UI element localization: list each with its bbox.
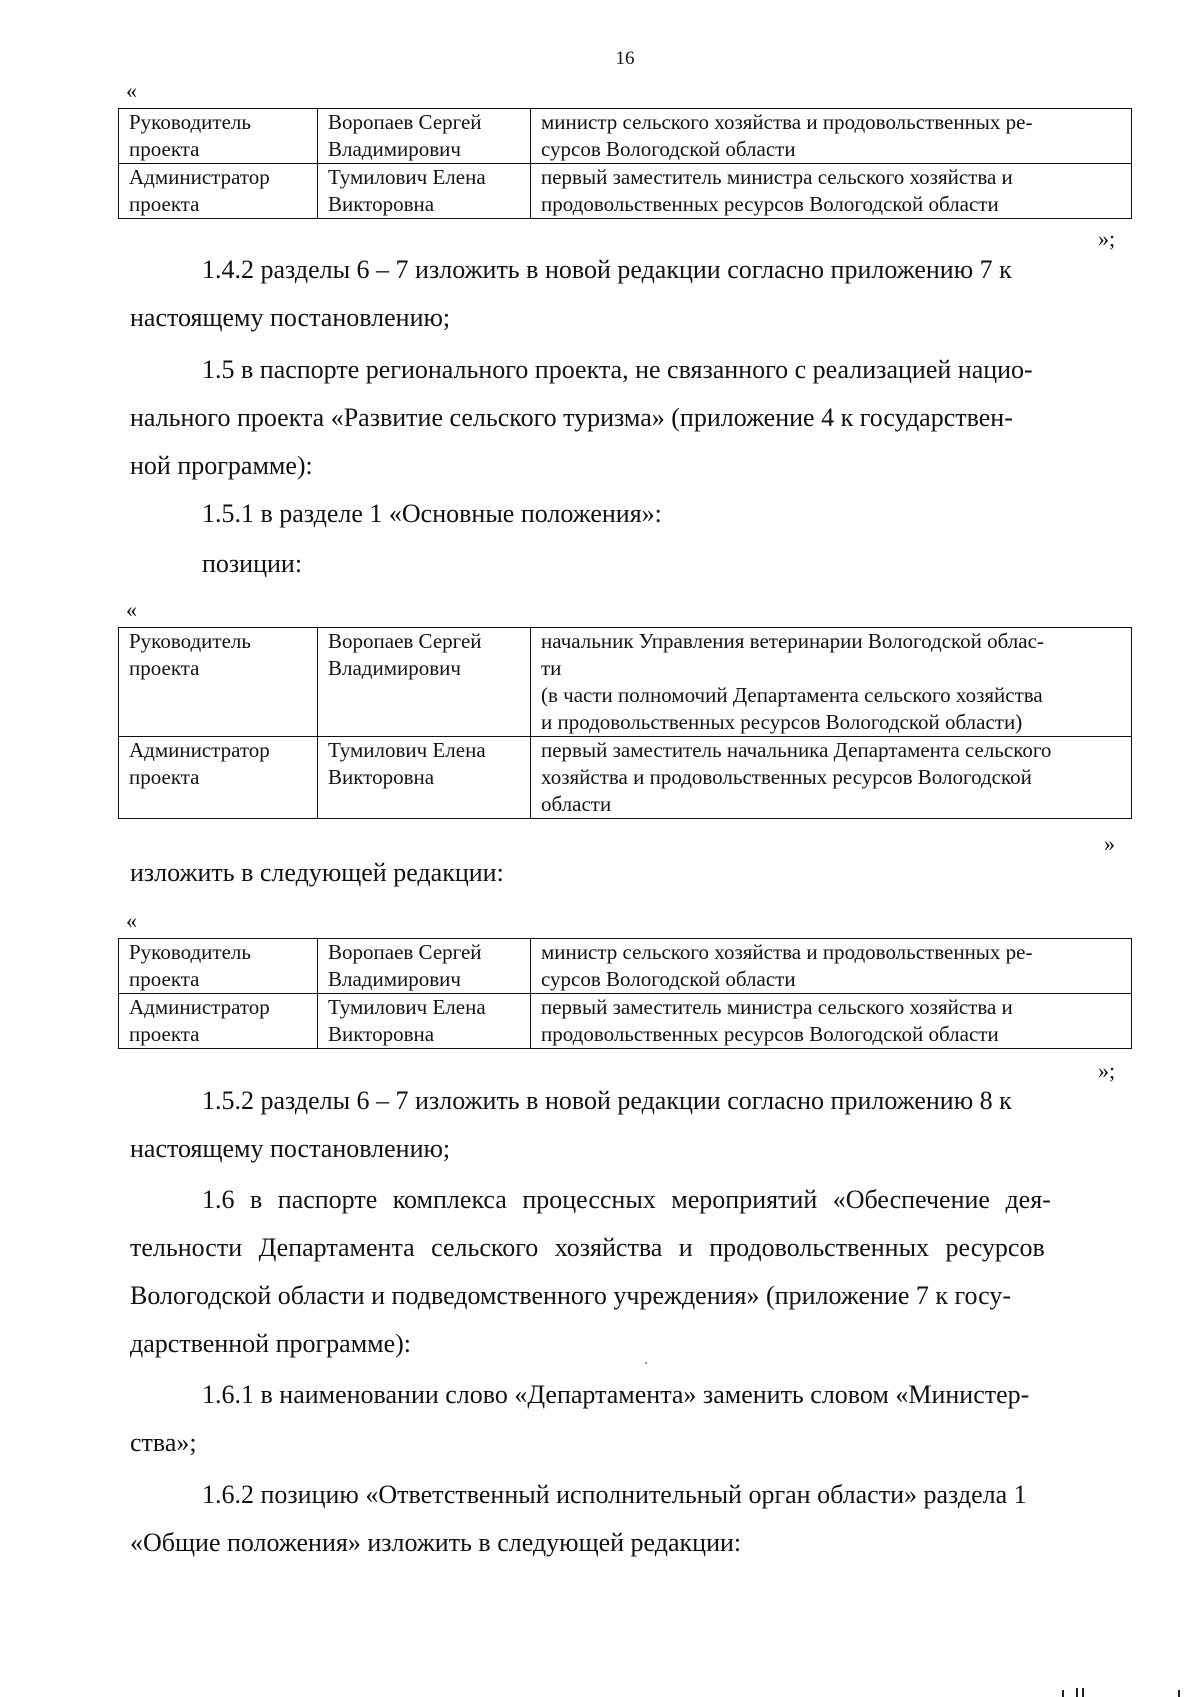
- paragraph-line: настоящему постановлению;: [130, 1134, 451, 1163]
- table-row: [119, 737, 1132, 819]
- paragraph-line: дарственной программе):: [130, 1329, 412, 1358]
- paragraph-line: 1.5.1 в разделе 1 «Основные положения»:: [202, 499, 662, 528]
- table-cell: первый заместитель министра сельского хозяйства и продовольственных ресурсов Вологодской области: [531, 164, 1132, 219]
- paragraph-line: ной программе):: [130, 451, 313, 480]
- table-cell: Воропаев Сергей Владимирович: [318, 109, 531, 164]
- paragraph-line: ства»;: [130, 1428, 197, 1457]
- scan-mark: [1082, 1688, 1084, 1697]
- table-cell: Тумилович Елена Викторовна: [318, 164, 531, 219]
- table-cell: Руководитель проекта: [119, 628, 318, 737]
- open-quote: «: [126, 908, 137, 933]
- paragraph-line: тельности Департамента сельского хозяйства и продовольственных ресурсов: [130, 1233, 1045, 1262]
- table-row: [119, 994, 1132, 1049]
- paragraph-line: нального проекта «Развитие сельского туризма» (приложение 4 к государствен-: [130, 403, 1013, 432]
- table-cell: Руководитель проекта: [119, 939, 318, 994]
- table-row: [119, 939, 1132, 994]
- close-quote: »: [1104, 831, 1115, 856]
- responsible-table-1: [118, 108, 1132, 219]
- scan-mark: [1076, 1688, 1078, 1697]
- table-cell: Руководитель проекта: [119, 109, 318, 164]
- scan-mark: [1062, 1690, 1064, 1697]
- table-cell: министр сельского хозяйства и продовольственных ре- сурсов Вологодской области: [531, 939, 1132, 994]
- table-cell: министр сельского хозяйства и продовольственных ре- сурсов Вологодской области: [531, 109, 1132, 164]
- paragraph-line: 1.6.1 в наименовании слово «Департамента» заменить словом «Министер-: [202, 1380, 1030, 1409]
- paragraph-line: 1.4.2 разделы 6 – 7 изложить в новой редакции согласно приложению 7 к: [202, 255, 1012, 284]
- open-quote: «: [126, 597, 137, 622]
- table-cell: первый заместитель министра сельского хозяйства и продовольственных ресурсов Вологодской области: [531, 994, 1132, 1049]
- table-row: [119, 628, 1132, 737]
- table-cell: Администратор проекта: [119, 737, 318, 819]
- new-edition-label: изложить в следующей редакции:: [130, 858, 504, 887]
- scan-dot: [645, 1362, 647, 1364]
- scan-mark: [1178, 1690, 1180, 1697]
- table-row: [119, 164, 1132, 219]
- table-cell: Администратор проекта: [119, 994, 318, 1049]
- responsible-table-2: [118, 627, 1132, 819]
- close-quote: »;: [1098, 226, 1116, 251]
- table-cell: Тумилович Елена Викторовна: [318, 994, 531, 1049]
- paragraph-line: «Общие положения» изложить в следующей редакции:: [130, 1528, 742, 1557]
- paragraph-line: настоящему постановлению;: [130, 303, 451, 332]
- close-quote: »;: [1098, 1058, 1116, 1083]
- table-cell: Воропаев Сергей Владимирович: [318, 628, 531, 737]
- open-quote: «: [126, 78, 137, 103]
- responsible-table-3: [118, 938, 1132, 1049]
- table-cell: Воропаев Сергей Владимирович: [318, 939, 531, 994]
- table-cell: начальник Управления ветеринарии Вологодской облас- ти (в части полномочий Департамента сельского хозяйства и продовольственных ресурсов Вологодской области): [531, 628, 1132, 737]
- paragraph-line: 1.6.2 позицию «Ответственный исполнительный орган области» раздела 1: [202, 1480, 1027, 1509]
- table-cell: Тумилович Елена Викторовна: [318, 737, 531, 819]
- positions-label: позиции:: [202, 549, 303, 578]
- paragraph-line: 1.6 в паспорте комплекса процессных мероприятий «Обеспечение дея-: [202, 1185, 1051, 1214]
- paragraph-line: 1.5.2 разделы 6 – 7 изложить в новой редакции согласно приложению 8 к: [202, 1086, 1012, 1115]
- table-row: [119, 109, 1132, 164]
- paragraph-line: 1.5 в паспорте регионального проекта, не связанного с реализацией нацио-: [202, 355, 1033, 384]
- paragraph-line: Вологодской области и подведомственного учреждения» (приложение 7 к госу-: [130, 1281, 1012, 1310]
- table-cell: первый заместитель начальника Департамента сельского хозяйства и продовольственных ресурсов Вологодской области: [531, 737, 1132, 819]
- table-cell: Администратор проекта: [119, 164, 318, 219]
- page-number: 16: [615, 48, 635, 69]
